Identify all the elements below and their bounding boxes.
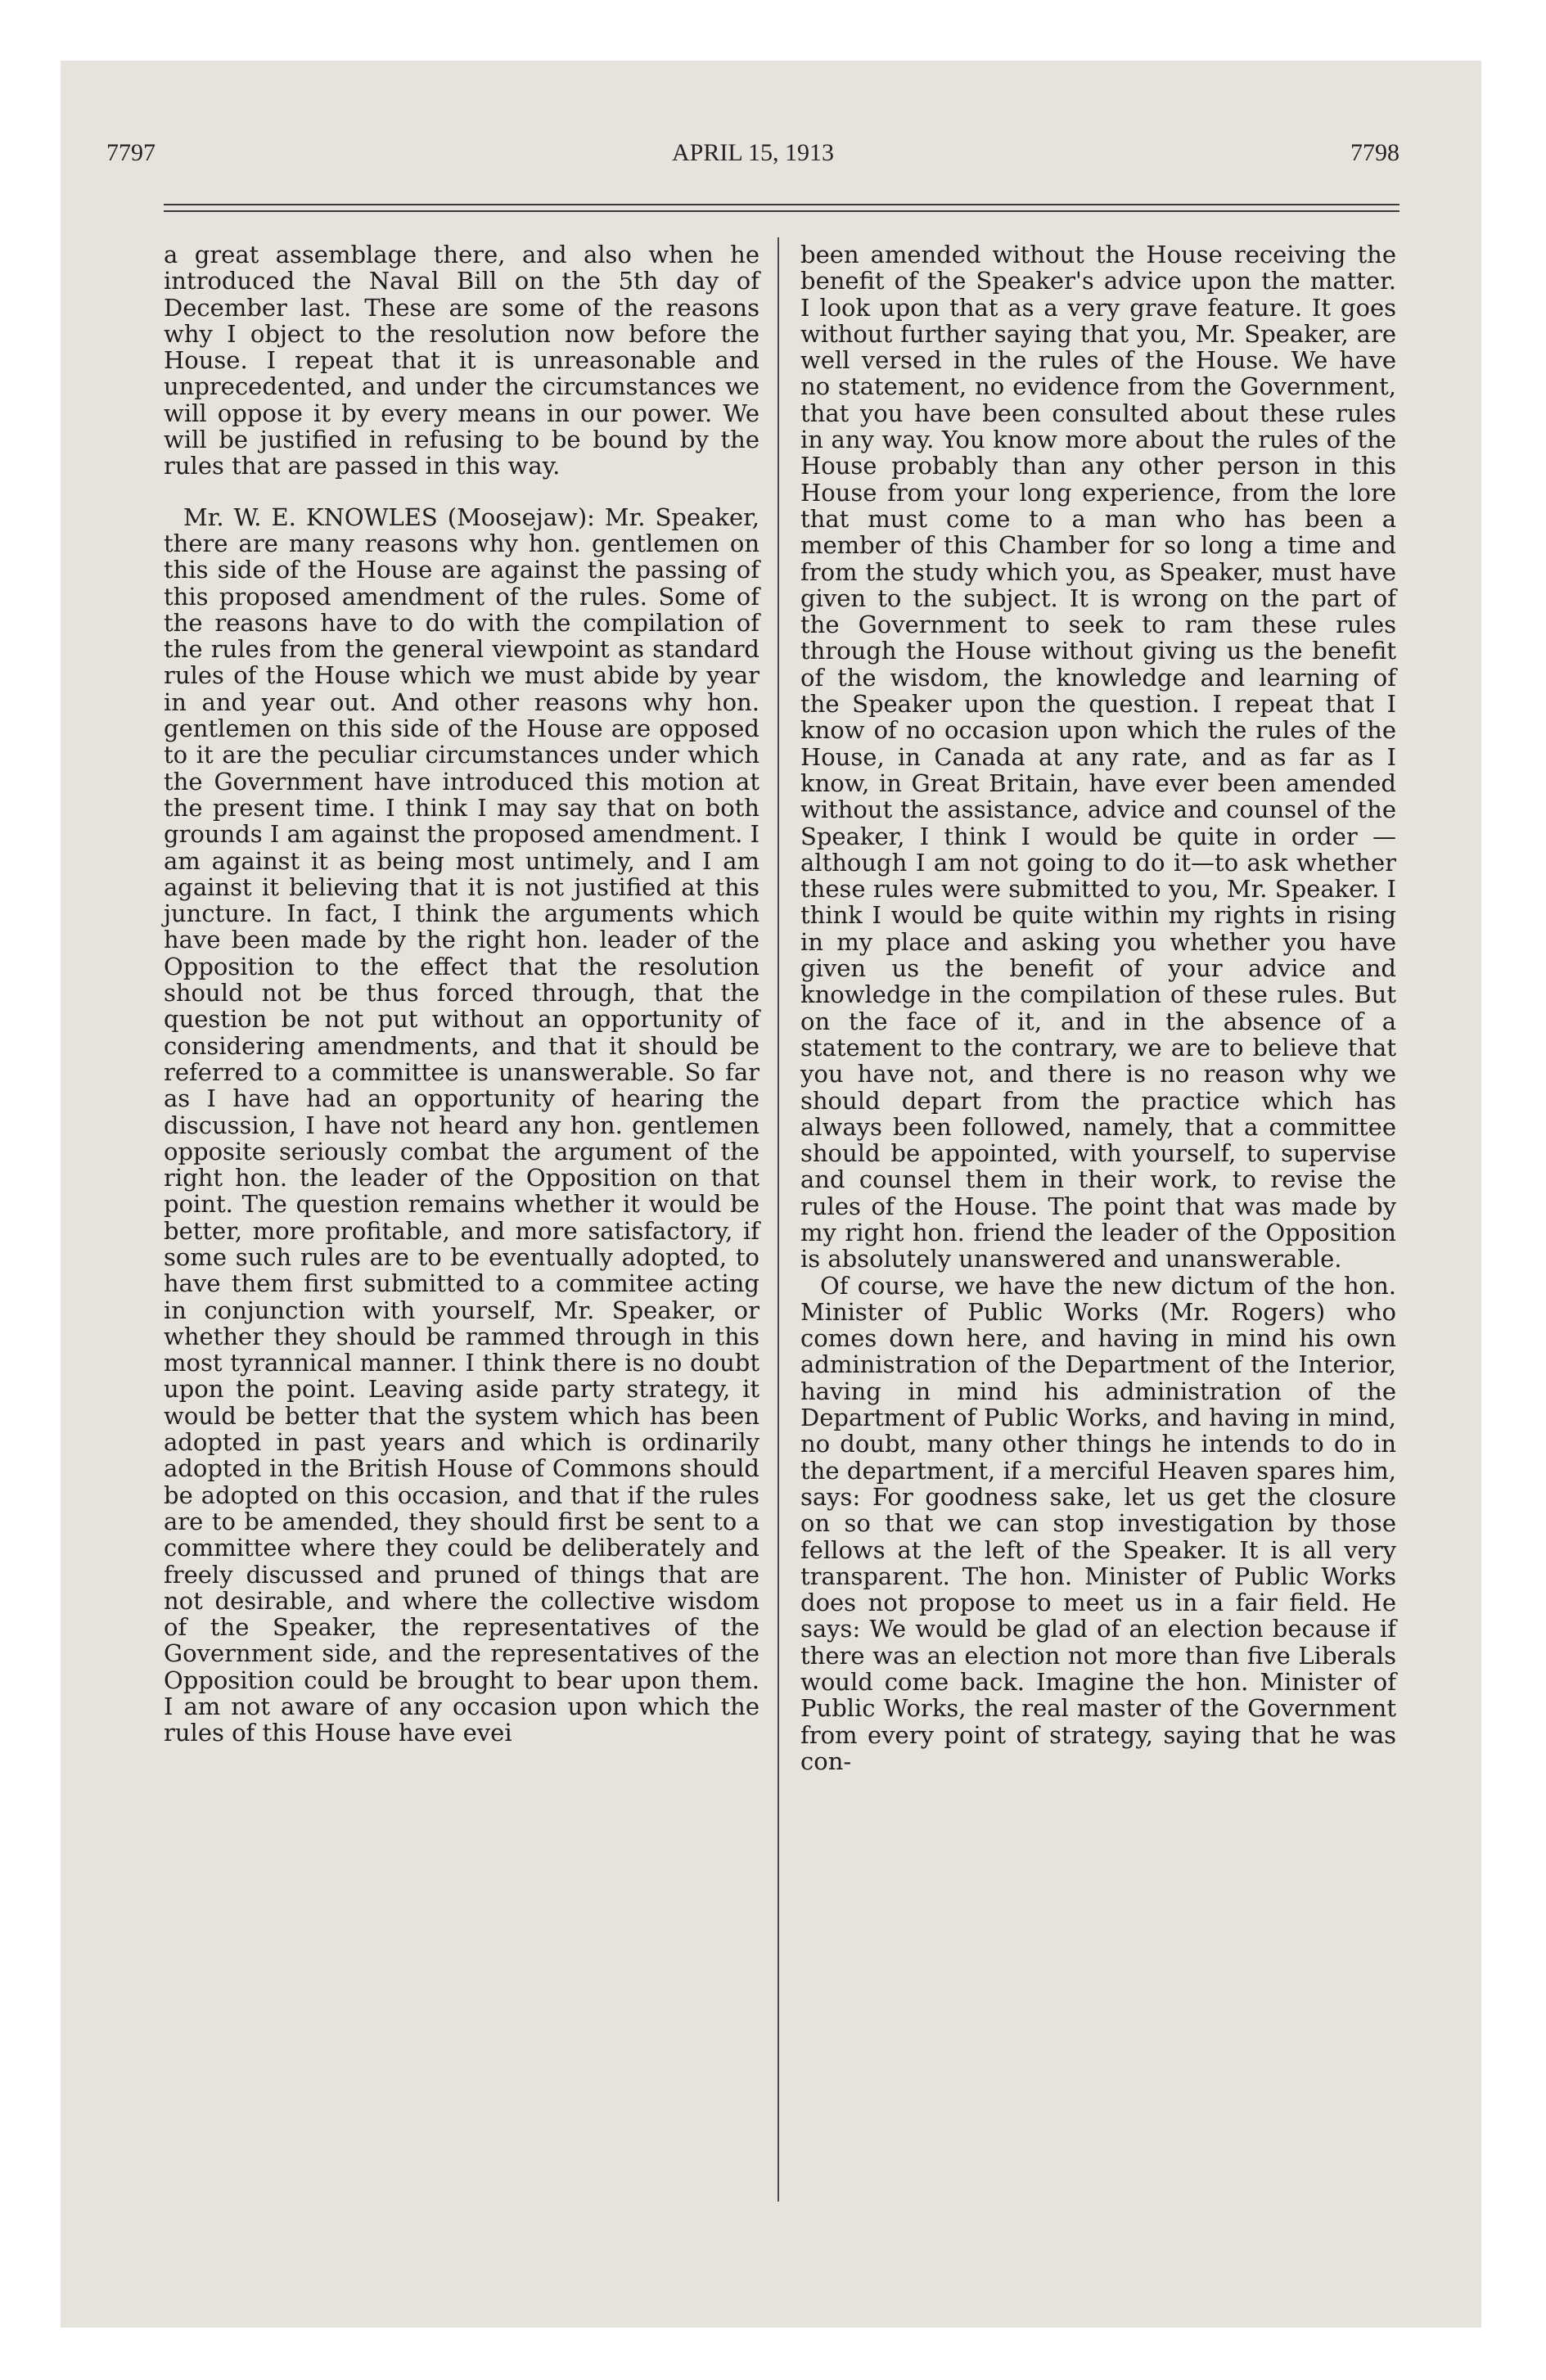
page-date: APRIL 15, 1913 [671,139,835,166]
column-divider [778,237,779,2202]
page-header [106,139,1400,172]
page-number-right: 7798 [1350,139,1400,166]
left-column [164,241,759,1747]
left-paragraph-1: a great assemblage there, and also when he introduced the Naval Bill on the 5th day of December last. These are some of the reasons why I object to the resolution now before the House. I repeat that it is unreasonable and unprecedented, and under the circumstances we will oppose it by every means in our power. We will be justified in refusing to be bound by the rules that are passed in this way. [164,241,759,480]
header-rule-top [164,204,1400,205]
left-paragraph-2: Mr. W. E. KNOWLES (Moosejaw): Mr. Speaker, there are many reasons why hon. gentlemen on this side of the House are against the passing of this proposed amendment of the rules. Some of the reasons have to do with the compilation of the rules from the general viewpoint as standard rules of the House which we must abide by year in and year out. And other reasons why hon. gentlemen on this side of the House are opposed to it are the peculiar circumstances under which the Government have introduced this motion at the present time. I think I may say that on both grounds I am against the proposed amendment. I am against it as being most untimely, and I am against it believing that it is not justified at this juncture. In fact, I think the arguments which have been made by the right hon. leader of the Opposition to the effect that the resolution should not be thus forced through, that the question be not put without an opportunity of considering amendments, and that it should be referred to a committee is unanswerable. So far as I have had an opportunity of hearing the discussion, I have not heard any hon. gentlemen opposite seriously combat the argument of the right hon. the leader of the Opposition on that point. The question remains whether it would be better, more profitable, and more satisfactory, if some such rules are to be eventually adopted, to have them first submitted to a commitee acting in conjunction with yourself, Mr. Speaker, or whether they should be rammed through in this most tyrannical manner. I think there is no doubt upon the point. Leaving aside party strategy, it would be better that the system which has been adopted in past years and which is ordinarily adopted in the British House of Commons should be adopted on this occasion, and that if the rules are to be amended, they should first be sent to a committee where they could be deliberately and freely discussed and pruned of things that are not desirable, and where the collective wisdom of the Speaker, the representatives of the Government side, and the representatives of the Opposition could be brought to bear upon them. I am not aware of any occasion upon which the rules of this House have evei [164,503,759,1747]
page-number-left: 7797 [106,139,156,166]
paragraph-gap [164,480,759,504]
right-paragraph-1: been amended without the House receiving the benefit of the Speaker's advice upon the matter. I look upon that as a very grave feature. It goes without further saying that you, Mr. Speaker, are well versed in the rules of the House. We have no statement, no evidence from the Government, that you have been consulted about these rules in any way. You know more about the rules of the House probably than any other person in this House from your long experience, from the lore that must come to a man who has been a member of this Chamber for so long a time and from the study which you, as Speaker, must have given to the subject. It is wrong on the part of the Government to seek to ram these rules through the House without giving us the benefit of the wisdom, the knowledge and learning of the Speaker upon the question. I repeat that I know of no occasion upon which the rules of the House, in Canada at any rate, and as far as I know, in Great Britain, have ever been amended without the assistance, advice and counsel of the Speaker, I think I would be quite in order —although I am not going to do it—to ask whether these rules were submitted to you, Mr. Speaker. I think I would be quite within my rights in rising in my place and asking you whether you have given us the benefit of your advice and knowledge in the compilation of these rules. But on the face of it, and in the absence of a statement to the contrary, we are to believe that you have not, and there is no reason why we should depart from the practice which has always been followed, namely, that a committee should be appointed, with yourself, to supervise and counsel them in their work, to revise the rules of the House. The point that was made by my right hon. friend the leader of the Opposition is absolutely unanswered and unanswerable. [800,241,1396,1273]
header-rule-bottom [164,210,1400,212]
right-paragraph-2: Of course, we have the new dictum of the hon. Minister of Public Works (Mr. Rogers) who comes down here, and having in mind his own administration of the Department of the Interior, having in mind his administration of the Department of Public Works, and having in mind, no doubt, many other things he intends to do in the department, if a merciful Heaven spares him, says: For goodness sake, let us get the closure on so that we can stop investigation by those fellows at the left of the Speaker. It is all very transparent. The hon. Minister of Public Works does not propose to meet us in a fair field. He says: We would be glad of an election because if there was an election not more than five Liberals would come back. Imagine the hon. Minister of Public Works, the real master of the Government from every point of strategy, saying that he was con- [800,1271,1396,1775]
right-column [800,241,1396,1774]
